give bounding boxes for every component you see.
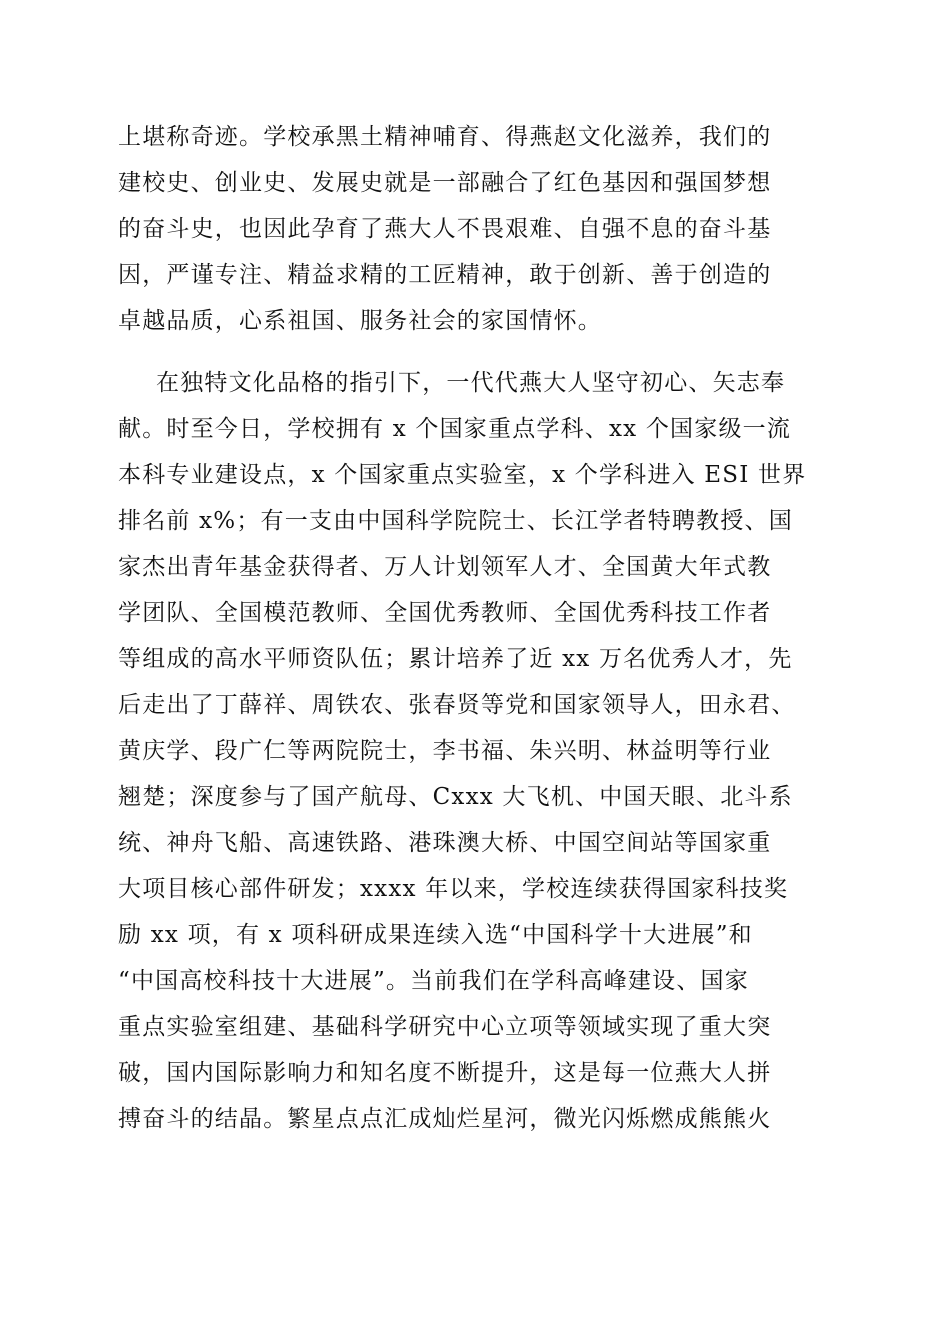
text-line: 排名前 x%；有一支由中国科学院院士、长江学者特聘教授、国: [118, 508, 793, 534]
text-line: 搏奋斗的结晶。繁星点点汇成灿烂星河，微光闪烁燃成熊熊火: [118, 1106, 772, 1132]
text-line: 因，严谨专注、精益求精的工匠精神，敢于创新、善于创造的: [118, 262, 772, 288]
text-line: 等组成的高水平师资队伍；累计培养了近 xx 万名优秀人才，先: [118, 646, 793, 672]
paragraph-2: [118, 360, 838, 1142]
text-line: 翘楚；深度参与了国产航母、Cxxx 大飞机、中国天眼、北斗系: [118, 784, 793, 810]
text-line: “中国高校科技十大进展”。当前我们在学科高峰建设、国家: [118, 968, 749, 994]
text-line: 励 xx 项，有 x 项科研成果连续入选“中国科学十大进展”和: [118, 922, 753, 948]
text-line: 上堪称奇迹。学校承黑土精神哺育、得燕赵文化滋养，我们的: [118, 124, 772, 150]
text-line: 本科专业建设点，x 个国家重点实验室，x 个学科进入 ESI 世界: [118, 462, 807, 488]
paragraph-1: [118, 114, 838, 344]
text-line: 建校史、创业史、发展史就是一部融合了红色基因和强国梦想: [118, 170, 772, 196]
text-line: 后走出了丁薛祥、周铁农、张春贤等党和国家领导人，田永君、: [118, 692, 796, 718]
text-line: 卓越品质，心系祖国、服务社会的家国情怀。: [118, 308, 602, 334]
text-line: 大项目核心部件研发；xxxx 年以来，学校连续获得国家科技奖: [118, 876, 789, 902]
text-line: 重点实验室组建、基础科学研究中心立项等领域实现了重大突: [118, 1014, 772, 1040]
text-line: 学团队、全国模范教师、全国优秀教师、全国优秀科技工作者: [118, 600, 772, 626]
text-line: 献。时至今日，学校拥有 x 个国家重点学科、xx 个国家级一流: [118, 416, 792, 442]
text-line: 在独特文化品格的指引下，一代代燕大人坚守初心、矢志奉: [156, 370, 786, 396]
text-line: 的奋斗史，也因此孕育了燕大人不畏艰难、自强不息的奋斗基: [118, 216, 772, 242]
text-line: 破，国内国际影响力和知名度不断提升，这是每一位燕大人拼: [118, 1060, 772, 1086]
text-line: 统、神舟飞船、高速铁路、港珠澳大桥、中国空间站等国家重: [118, 830, 772, 856]
text-line: 黄庆学、段广仁等两院院士，李书福、朱兴明、林益明等行业: [118, 738, 772, 764]
text-line: 家杰出青年基金获得者、万人计划领军人才、全国黄大年式教: [118, 554, 772, 580]
